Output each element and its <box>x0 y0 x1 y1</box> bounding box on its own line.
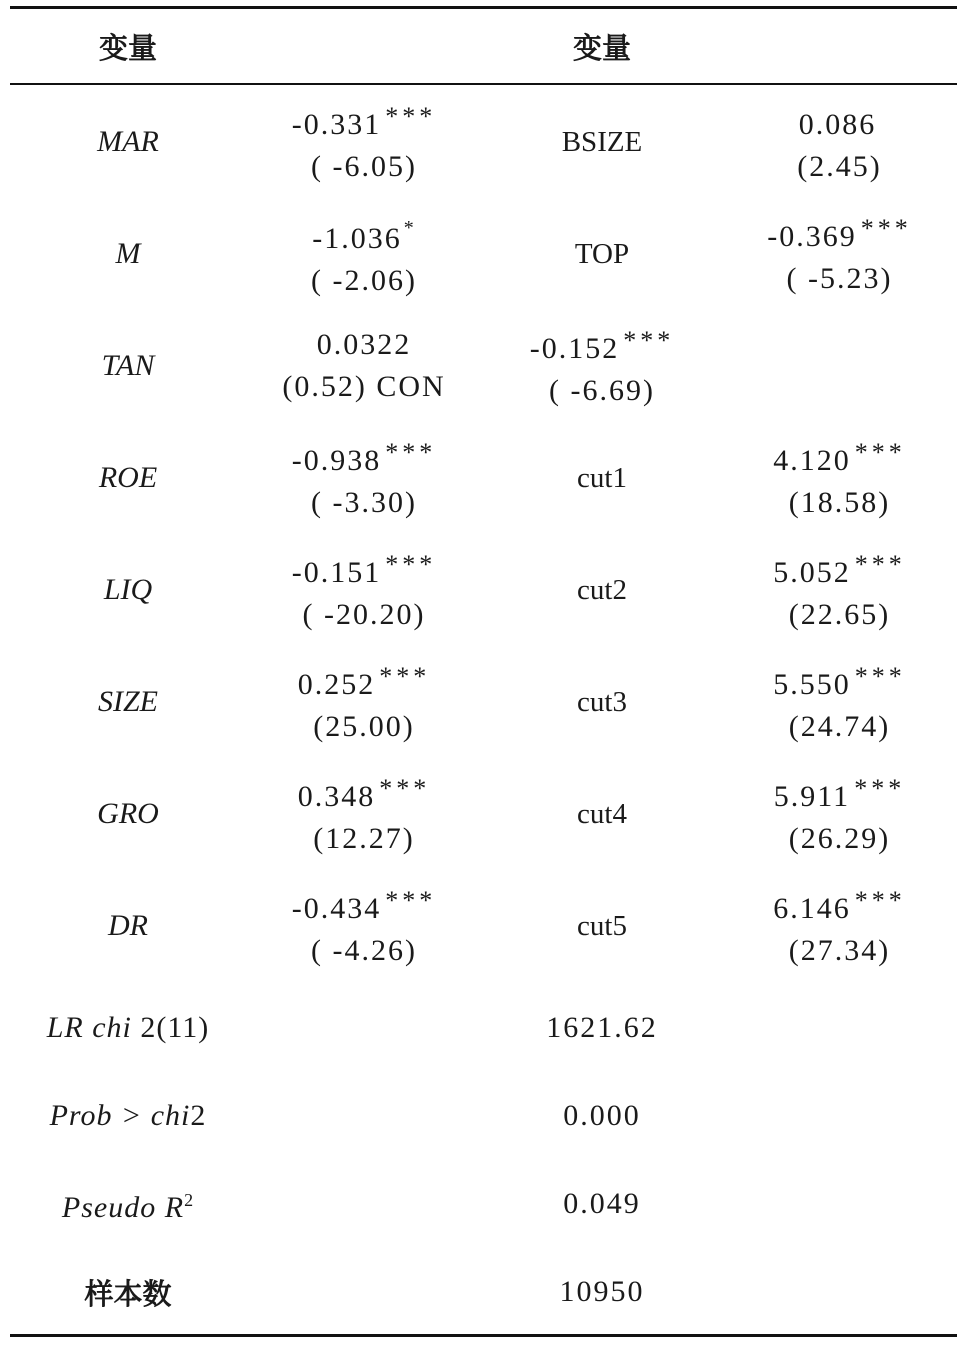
coef2-value: 0.086 <box>798 108 877 141</box>
lr-label-rest: 2(11) <box>131 1011 210 1044</box>
coef2-cell <box>722 87 957 197</box>
header-variable-2: 变量 <box>572 30 631 65</box>
prob-label-rest: 2 <box>190 1099 207 1132</box>
var2-label: cut4 <box>577 797 627 830</box>
t-value: ( -20.20) <box>302 598 426 631</box>
top-rule <box>10 6 957 9</box>
var2-label: cut3 <box>577 685 627 718</box>
t2-value: (24.74) <box>788 710 891 743</box>
var-label: ROE <box>98 461 158 494</box>
coef2-value: -0.152 <box>529 332 620 365</box>
coef2-value: 6.146 <box>773 892 851 925</box>
pseudo-sup: 2 <box>184 1190 195 1210</box>
t2-value: (18.58) <box>788 486 891 519</box>
var-label: TAN <box>101 349 155 382</box>
var-label: DR <box>108 909 148 942</box>
t-value: ( -3.30) <box>311 486 417 519</box>
t2-value: (26.29) <box>788 822 891 855</box>
coef-cell <box>246 535 482 645</box>
coef-value: -0.151 <box>291 556 382 589</box>
lr-chi2-label <box>10 984 246 1072</box>
var-label: MAR <box>97 125 159 158</box>
inline-label-con: CON <box>376 370 446 403</box>
coef2-cell <box>722 871 957 981</box>
var2-label: cut5 <box>577 909 627 942</box>
coef2-cell <box>722 535 957 645</box>
prob-chi2-label <box>10 1072 246 1160</box>
coef2-cell <box>722 423 957 533</box>
coef-value: 0.252 <box>297 668 376 701</box>
coef2-value: 4.120 <box>773 444 851 477</box>
t2-value: ( -6.69) <box>549 374 655 407</box>
header-variable-1: 变量 <box>98 30 157 65</box>
coef-cell <box>246 311 482 421</box>
significance-stars: *** <box>385 438 437 467</box>
var-label: M <box>115 237 141 270</box>
coef-cell <box>246 423 482 533</box>
significance-stars: * <box>403 216 416 239</box>
var2-label: BSIZE <box>561 125 643 158</box>
t2-value: (27.34) <box>788 934 891 967</box>
prob-chi2-value: 0.000 <box>563 1099 641 1132</box>
coef-cell <box>246 199 482 309</box>
pseudo-label: Pseudo R <box>61 1191 185 1224</box>
significance-stars: *** <box>379 774 431 803</box>
t-value: ( -6.05) <box>311 150 417 183</box>
sample-size-label: 样本数 <box>84 1276 172 1311</box>
significance-stars-2: *** <box>860 214 912 243</box>
significance-stars-2: *** <box>854 550 906 579</box>
significance-stars-2: *** <box>854 886 906 915</box>
var2-label: cut2 <box>577 573 627 606</box>
coef2-cell <box>722 199 957 309</box>
lr-label-italic: LR chi <box>46 1011 132 1044</box>
coef2-value: -0.369 <box>767 220 857 253</box>
t2-value: (22.65) <box>788 598 891 631</box>
var-label: SIZE <box>98 685 158 718</box>
t-value: (25.00) <box>313 710 415 743</box>
significance-stars-2: *** <box>854 438 906 467</box>
pseudo-r2-value: 0.049 <box>563 1187 641 1220</box>
t2-value: ( -5.23) <box>786 262 893 295</box>
coef-value: 0.0322 <box>316 328 412 361</box>
coef-value: -0.331 <box>291 108 382 141</box>
var2-label: cut1 <box>577 461 627 494</box>
coef2-value: 5.052 <box>773 556 851 589</box>
coef-cell <box>246 759 482 869</box>
coef-value: 0.348 <box>297 780 376 813</box>
var-label: GRO <box>97 797 159 830</box>
header-rule <box>10 83 957 85</box>
coef2-value: 5.911 <box>773 780 851 813</box>
t-value: ( -2.06) <box>311 263 417 297</box>
var-label: LIQ <box>103 573 153 606</box>
var2-label: TOP <box>574 237 630 270</box>
significance-stars: *** <box>385 550 437 579</box>
coef-cell <box>246 647 482 757</box>
coef2-cell <box>722 647 957 757</box>
coef-cell <box>246 871 482 981</box>
prob-label-italic: Prob > chi <box>49 1099 191 1132</box>
coef2-value: 5.550 <box>773 668 851 701</box>
pseudo-r2-label <box>10 1160 246 1248</box>
coef-value: -0.434 <box>291 892 382 925</box>
significance-stars: *** <box>379 662 431 691</box>
significance-stars: *** <box>385 886 437 915</box>
significance-stars-2: *** <box>854 774 906 803</box>
t-value: (12.27) <box>313 822 415 855</box>
t-value: (0.52) <box>282 370 367 403</box>
significance-stars-2: *** <box>854 662 906 691</box>
coef-value: -1.036 <box>312 221 402 255</box>
coef2-cell <box>722 759 957 869</box>
coef-cell <box>246 87 482 197</box>
significance-stars: *** <box>385 102 437 131</box>
t-value: ( -4.26) <box>311 934 417 967</box>
coef2-cell <box>482 311 722 421</box>
sample-size-value: 10950 <box>559 1275 645 1308</box>
coef-value: -0.938 <box>291 444 382 477</box>
significance-stars-2: *** <box>623 326 675 355</box>
t2-value: (2.45) <box>797 150 882 183</box>
lr-chi2-value: 1621.62 <box>546 1011 658 1044</box>
